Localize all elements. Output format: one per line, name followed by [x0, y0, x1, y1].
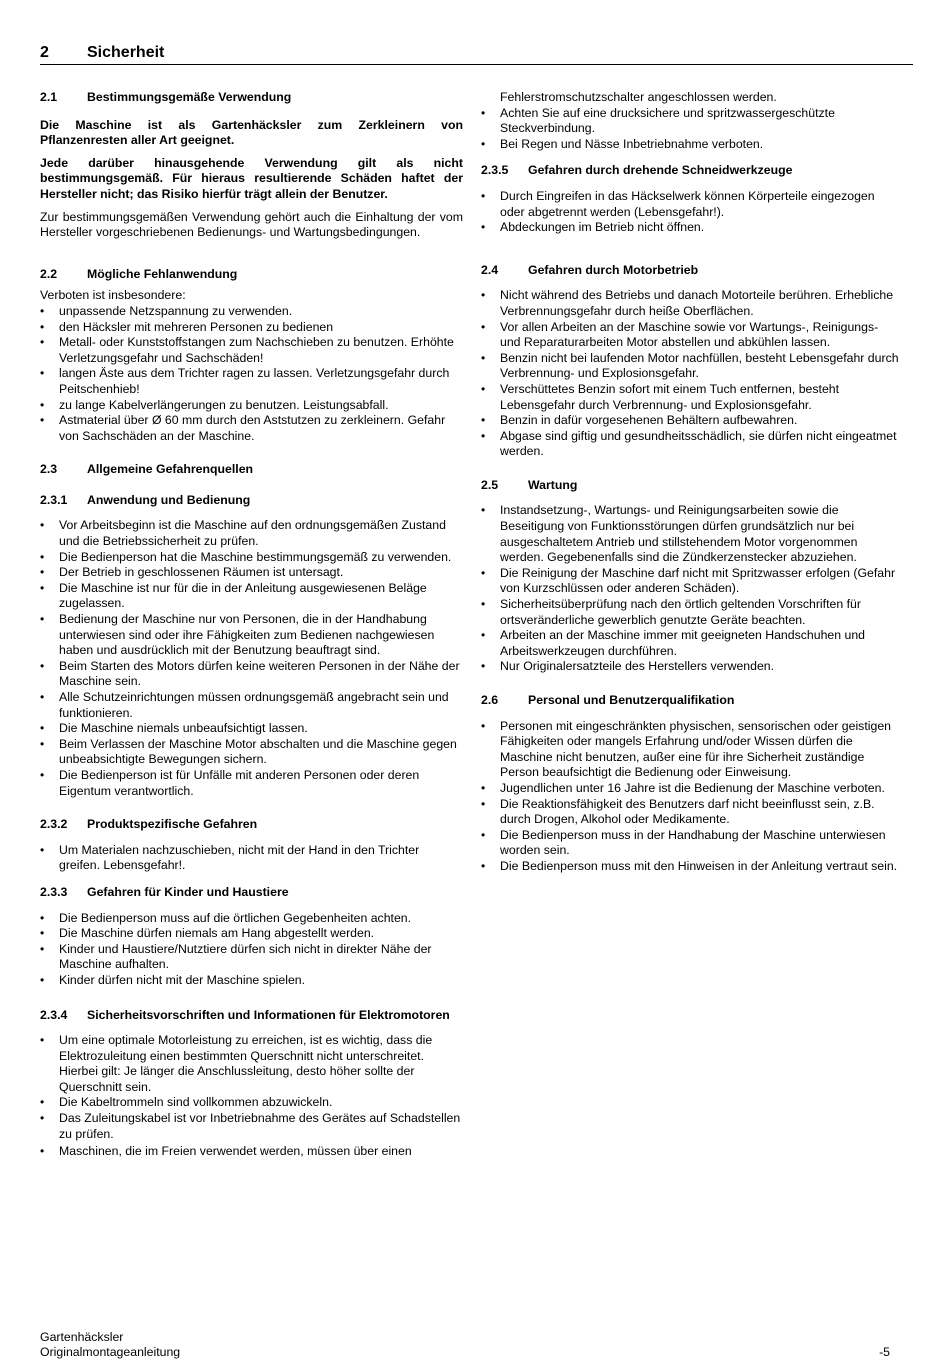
right-column [481, 90, 901, 875]
list-item: • Vor Arbeitsbeginn ist die Maschine auf den ordnungsgemäßen Zustand und die Betriebssicherheit zu prüfen. [40, 518, 463, 549]
list-children-pets [40, 911, 463, 989]
list-item: • Die Maschine niemals unbeaufsichtigt lassen. [40, 721, 463, 737]
list-item: • langen Äste aus dem Trichter ragen zu lassen. Verletzungsgefahr durch Peitschenhieb! [40, 366, 463, 397]
list-item: • Vor allen Arbeiten an der Maschine sowie vor Wartungs-, Reinigungs- und Reparaturarbeiten Motor abstellen und abkühlen lassen. [481, 320, 901, 351]
list-item: • Das Zuleitungskabel ist vor Inbetriebnahme des Gerätes auf Schadstellen zu prüfen. [40, 1111, 463, 1142]
list-item: • Arbeiten an der Maschine immer mit geeigneten Handschuhen und Arbeitswerkzeugen durchführen. [481, 628, 901, 659]
list-item: • Der Betrieb in geschlossenen Räumen ist untersagt. [40, 565, 463, 581]
list-item: • Die Maschine dürfen niemals am Hang abgestellt werden. [40, 926, 463, 942]
section-heading-2-3-5: 2.3.5 Gefahren durch drehende Schneidwerkzeuge [481, 163, 793, 178]
list-item: • Personen mit eingeschränkten physischen, sensorischen oder geistigen Fähigkeiten oder mangels Erfahrung und/oder Wissen dürfen die Maschine nicht benutzen, außer eine für ihre Sicherheit zuständige Person beaufsichtigt die Bedienung oder Einweisung. [481, 719, 901, 781]
list-item: • Instandsetzung-, Wartungs- und Reinigungsarbeiten sowie die Beseitigung von Funktionsstörungen dürfen grundsätzlich nur bei ausgeschaltetem Antrieb und stillstehendem Motor vorgenommen werden. Gegebenenfalls sind die Zündkerzenstecker abzuziehen. [481, 503, 901, 565]
list-item: • Benzin nicht bei laufenden Motor nachfüllen, besteht Lebensgefahr durch Verbrennung- und Explosionsgefahr. [481, 351, 901, 382]
list-operation [40, 518, 463, 799]
list-item: • Alle Schutzeinrichtungen müssen ordnungsgemäß angebracht sein und funktionieren. [40, 690, 463, 721]
list-item: • Kinder dürfen nicht mit der Maschine spielen. [40, 973, 463, 989]
list-item: • Beim Starten des Motors dürfen keine weiteren Personen in der Nähe der Maschine sein. [40, 659, 463, 690]
list-item-continuation: Fehlerstromschutzschalter angeschlossen werden. [500, 90, 777, 104]
list-item: • den Häcksler mit mehreren Personen zu bedienen [40, 320, 463, 336]
list-item: • Verschüttetes Benzin sofort mit einem Tuch entfernen, besteht Lebensgefahr durch Verbrennung- und Explosionsgefahr. [481, 382, 901, 413]
list-item: • unpassende Netzspannung zu verwenden. [40, 304, 463, 320]
list-item: • Metall- oder Kunststoffstangen zum Nachschieben zu benutzen. Erhöhte Verletzungsgefahr und Sachschäden! [40, 335, 463, 366]
list-item: • Um eine optimale Motorleistung zu erreichen, ist es wichtig, dass die Elektrozuleitung einen bestimmten Querschnitt nicht unterschreitet. Hierbei gilt: Je länger die Anschlussleitung, desto höher sollte der Querschnitt sein. [40, 1033, 463, 1095]
page-footer [40, 1330, 890, 1359]
paragraph-liability: Jede darüber hinausgehende Verwendung gilt als nicht bestimmungsgemäß. Für hieraus resultierende Schäden haftet der Hersteller nicht; das Risiko hierfür trägt allein der Benutzer. [40, 155, 463, 201]
paragraph-intended-use: Die Maschine ist als Gartenhäcksler zum Zerkleinern von Pflanzenresten aller Art geeignet. [40, 117, 463, 148]
section-heading-2-6: 2.6 Personal und Benutzerqualifikation [481, 693, 735, 707]
list-item: • Um Materialen nachzuschieben, nicht mit der Hand in den Trichter greifen. Lebensgefahr!. [40, 843, 463, 874]
section-heading-2-3-4: 2.3.4 Sicherheitsvorschriften und Informationen für Elektromotoren [40, 1007, 450, 1022]
list-item: • Die Bedienperson muss in der Handhabung der Maschine unterwiesen worden sein. [481, 828, 901, 859]
list-item: • Die Reinigung der Maschine darf nicht mit Spritzwasser erfolgen (Gefahr von Kurzschlüssen oder anderen Schäden). [481, 566, 901, 597]
list-personnel-qualification [481, 719, 901, 875]
list-item: • Die Bedienperson muss mit den Hinweisen in der Anleitung vertraut sein. [481, 859, 901, 875]
list-item: • Sicherheitsüberprüfung nach den örtlich geltenden Vorschriften für ortsveränderliche gewerblich genutzte Geräte beachten. [481, 597, 901, 628]
list-item: • Die Kabeltrommeln sind vollkommen abzuwickeln. [40, 1095, 463, 1111]
list-item: • Benzin in dafür vorgesehenen Behältern aufbewahren. [481, 413, 901, 429]
section-heading-2-2: 2.2 Mögliche Fehlanwendung [40, 266, 238, 281]
paragraph-forbidden-intro: Verboten ist insbesondere: [40, 288, 186, 303]
list-misuse [40, 304, 463, 444]
footer-product-name: Gartenhäcksler [40, 1330, 124, 1344]
list-maintenance [481, 503, 901, 675]
list-item: • Abgase sind giftig und gesundheitsschädlich, sie dürfen nicht eingeatmet werden. [481, 429, 901, 460]
list-item: • Kinder und Haustiere/Nutztiere dürfen sich nicht in direkter Nähe der Maschine aufhalten. [40, 942, 463, 973]
footer-document-type: Originalmontageanleitung [40, 1344, 181, 1359]
list-item: • Nicht während des Betriebs und danach Motorteile berühren. Erhebliche Verbrennungsgefahr durch heiße Oberflächen. [481, 288, 901, 319]
section-heading-2-3-3: 2.3.3 Gefahren für Kinder und Haustiere [40, 884, 289, 899]
list-item: • zu lange Kabelverlängerungen zu benutzen. Leistungsabfall. [40, 398, 463, 414]
list-product-hazards [40, 843, 463, 874]
list-item: • Nur Originalersatzteile des Herstellers verwenden. [481, 659, 901, 675]
list-item: • Bei Regen und Nässe Inbetriebnahme verboten. [481, 137, 901, 153]
paragraph-conditions: Zur bestimmungsgemäßen Verwendung gehört auch die Einhaltung der vom Hersteller vorgeschriebenen Bedienungs- und Wartungsbedingungen. [40, 209, 463, 240]
list-item: • Jugendlichen unter 16 Jahre ist die Bedienung der Maschine verboten. [481, 781, 901, 797]
section-heading-2-3-1: 2.3.1 Anwendung und Bedienung [40, 492, 251, 507]
page-number: -5 [879, 1344, 890, 1359]
list-item: • Die Reaktionsfähigkeit des Benutzers darf nicht beeinflusst sein, z.B. durch Drogen, Alkohol oder Medikamente. [481, 797, 901, 828]
list-item: • Die Bedienperson hat die Maschine bestimmungsgemäß zu verwenden. [40, 550, 463, 566]
list-item: • Bedienung der Maschine nur von Personen, die in der Handhabung unterwiesen sind oder ihre Fähigkeiten zum Bedienen nachgewiesen haben und ausdrücklich mit der Benutzung beauftragt sind. [40, 612, 463, 659]
list-item: • Die Maschine ist nur für die in der Anleitung ausgewiesenen Beläge zugelassen. [40, 581, 463, 612]
list-item: • Achten Sie auf eine drucksichere und spritzwassergeschützte Steckverbindung. [481, 106, 901, 137]
list-item: • Abdeckungen im Betrieb nicht öffnen. [481, 220, 901, 236]
chapter-number: 2 [40, 44, 49, 61]
chapter-heading [40, 43, 913, 65]
list-cutting-tools [481, 189, 901, 236]
section-heading-2-4: 2.4 Gefahren durch Motorbetrieb [481, 262, 699, 277]
section-heading-2-5: 2.5 Wartung [481, 477, 578, 492]
section-heading-2-3: 2.3 Allgemeine Gefahrenquellen [40, 462, 254, 477]
list-item: • Beim Verlassen der Maschine Motor abschalten und die Maschine gegen unbeabsichtigte Bewegungen sichern. [40, 737, 463, 768]
chapter-title: Sicherheit [87, 44, 165, 61]
list-item: • Maschinen, die im Freien verwendet werden, müssen über einen [40, 1144, 463, 1160]
list-electric-motors [40, 1033, 463, 1160]
list-electric-motors-continued [481, 106, 901, 153]
list-item: • Durch Eingreifen in das Häckselwerk können Körperteile eingezogen oder abgetrennt werden (Lebensgefahr!). [481, 189, 901, 220]
list-engine-operation [481, 288, 901, 460]
left-column [40, 90, 463, 1160]
section-heading-2-3-2: 2.3.2 Produktspezifische Gefahren [40, 817, 258, 832]
list-item: • Die Bedienperson ist für Unfälle mit anderen Personen oder deren Eigentum verantwortlich. [40, 768, 463, 799]
list-item: • Die Bedienperson muss auf die örtlichen Gegebenheiten achten. [40, 911, 463, 927]
list-item: • Astmaterial über Ø 60 mm durch den Aststutzen zu zerkleinern. Gefahr von Sachschäden an der Maschine. [40, 413, 463, 444]
section-heading-2-1: 2.1 Bestimmungsgemäße Verwendung [40, 90, 292, 104]
